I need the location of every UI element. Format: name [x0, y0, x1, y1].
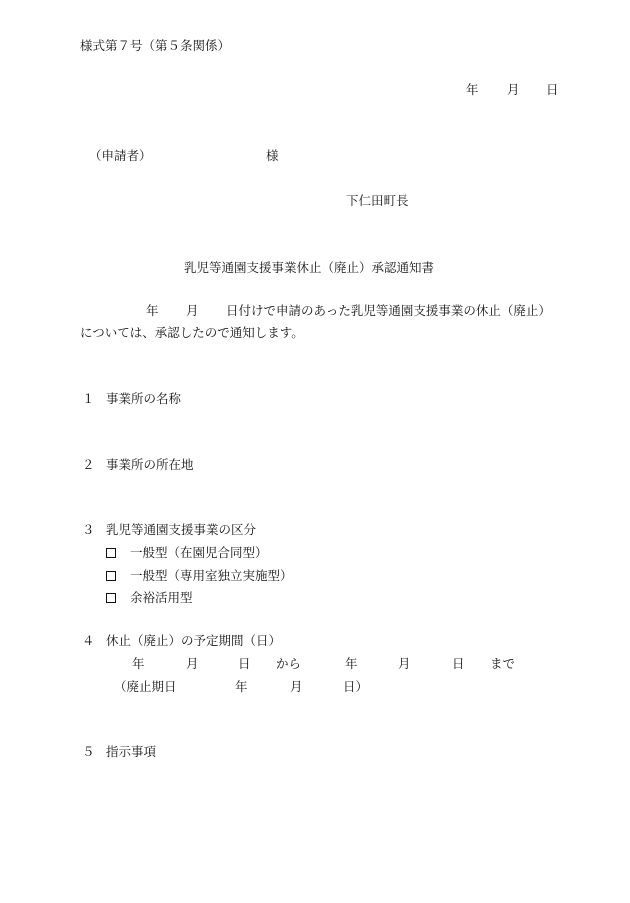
form-number: 様式第７号（第５条関係） [80, 38, 231, 53]
applicant-label: （申請者） [89, 148, 152, 163]
from-month: 月 [186, 656, 199, 671]
closure-year: 年 [235, 679, 248, 694]
closure-day: 日） [343, 679, 369, 694]
closure-month: 月 [290, 679, 303, 694]
checkbox-3[interactable] [106, 593, 116, 603]
item-2-label: 事業所の所在地 [106, 457, 194, 472]
option-row [106, 570, 116, 583]
from-year: 年 [132, 656, 145, 671]
checkbox-1[interactable] [106, 548, 116, 558]
item-5-label: 指示事項 [106, 744, 157, 759]
from-day: 日 [238, 656, 251, 671]
closure-label: （廃止期日 [114, 679, 177, 694]
body-line1: 日付けで申請のあった乳児等通園支援事業の休止（廃止） [226, 303, 551, 318]
option-2-label: 一般型（専用室独立実施型） [130, 568, 293, 583]
body-year: 年 [146, 303, 159, 318]
option-3-label: 余裕活用型 [130, 590, 193, 605]
to-word: まで [490, 656, 516, 671]
option-1-label: 一般型（在園児合同型） [130, 545, 268, 560]
to-month: 月 [398, 656, 411, 671]
item-3-label: 乳児等通園支援事業の区分 [106, 522, 257, 537]
body-line2: については、承認したので通知します。 [80, 325, 304, 340]
item-1-number: １ [82, 391, 95, 406]
item-5-number: ５ [82, 744, 95, 759]
item-4-number: ４ [82, 633, 95, 648]
document-title: 乳児等通園支援事業休止（廃止）承認通知書 [184, 260, 435, 275]
item-4-label: 休止（廃止）の予定期間（日） [106, 633, 282, 648]
issuer: 下仁田町長 [346, 193, 409, 208]
item-2-number: ２ [82, 457, 95, 472]
item-3-number: ３ [82, 522, 95, 537]
item-1-label: 事業所の名称 [106, 391, 182, 406]
checkbox-2[interactable] [106, 571, 116, 581]
date-day: 日 [546, 82, 559, 97]
from-word: から [276, 656, 302, 671]
applicant-honorific: 様 [266, 148, 279, 163]
body-month: 月 [186, 303, 199, 318]
date-year: 年 [466, 82, 479, 97]
to-year: 年 [345, 656, 358, 671]
date-month: 月 [507, 82, 520, 97]
to-day: 日 [452, 656, 465, 671]
option-row [106, 592, 116, 605]
option-row [106, 547, 116, 560]
